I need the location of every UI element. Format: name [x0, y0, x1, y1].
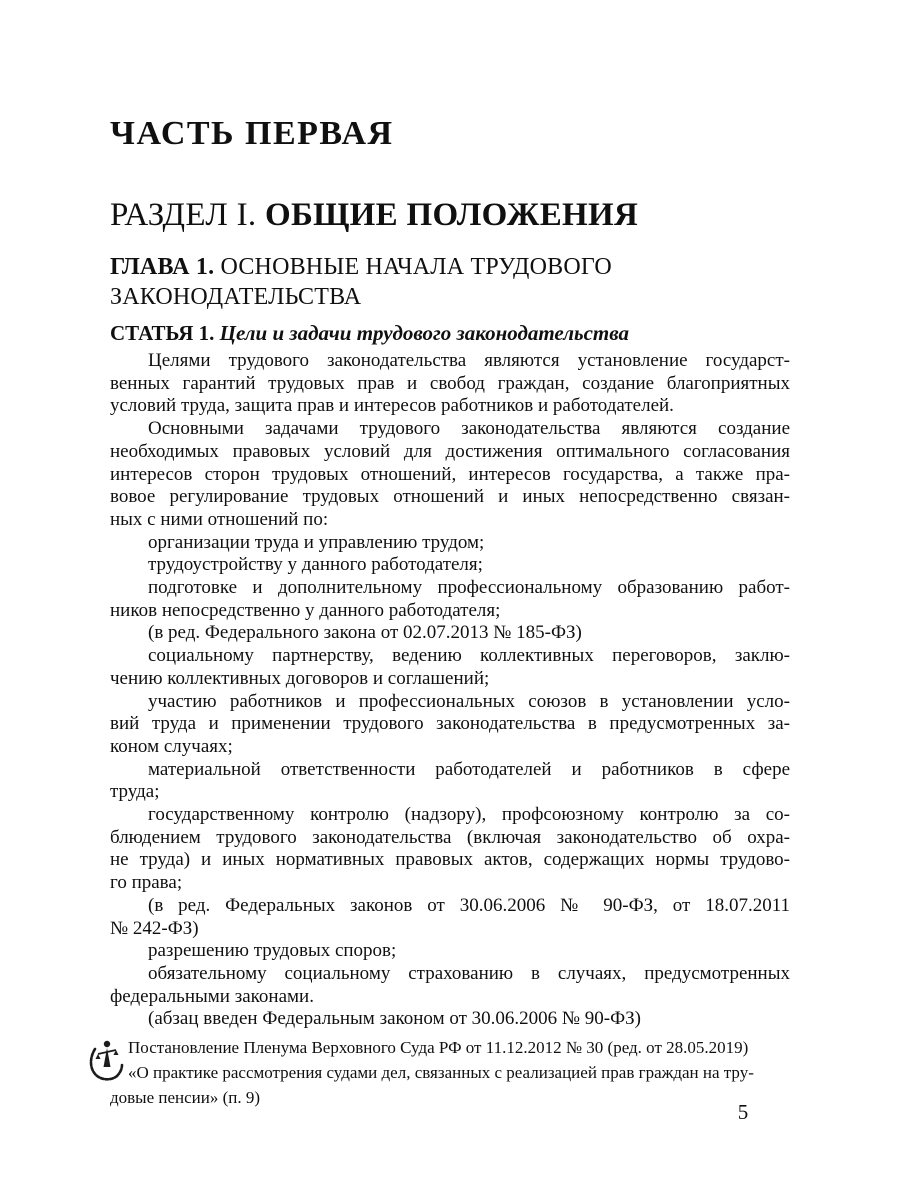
part-heading-text: ЧАСТЬ ПЕРВАЯ	[110, 115, 394, 152]
text-line: венных гарантий трудовых прав и свобод граждан, создание благоприятных	[110, 372, 790, 394]
part-heading	[110, 116, 790, 152]
paragraph	[110, 350, 790, 418]
text-line: Основными задачами трудового законодательства являются создание	[148, 418, 790, 440]
text-line: участию работников и профессиональных союзов в установлении усло-	[148, 690, 790, 712]
text-line: государственному контролю (надзору), профсоюзному контролю за со-	[148, 804, 790, 826]
paragraph	[110, 532, 790, 555]
page-content	[110, 116, 790, 1110]
paragraph	[110, 759, 790, 804]
chapter-title-line1: ОСНОВНЫЕ НАЧАЛА ТРУДОВОГО	[220, 254, 612, 280]
paragraph	[110, 577, 790, 622]
text-line: № 242-ФЗ)	[110, 917, 199, 939]
article-title: Цели и задачи трудового законодательства	[219, 321, 629, 345]
chapter-number: ГЛАВА 1.	[110, 254, 221, 280]
paragraph	[110, 940, 790, 963]
text-line: чению коллективных договоров и соглашений;	[110, 667, 490, 689]
text-line: интересов сторон трудовых отношений, интересов государства, а также пра-	[110, 463, 790, 485]
article-number: СТАТЬЯ 1.	[110, 321, 220, 345]
footnote-line: Постановление Пленума Верховного Суда РФ от 11.12.2012 № 30 (ред. от 28.05.2019)	[128, 1038, 749, 1058]
text-line: разрешению трудовых споров;	[148, 940, 397, 962]
text-line: подготовке и дополнительному профессиональному образованию работ-	[148, 577, 790, 599]
paragraph	[110, 554, 790, 577]
section-heading	[110, 198, 790, 232]
text-line: социальному партнерству, ведению коллективных переговоров, заклю-	[148, 645, 790, 667]
text-line: вовое регулирование трудовых отношений и иных непосредственно связан-	[110, 486, 790, 508]
chapter-heading	[110, 252, 790, 312]
text-line: обязательному социальному страхованию в случаях, предусмотренных	[148, 962, 790, 984]
paragraph	[110, 804, 790, 895]
text-line: блюдением трудового законодательства (включая законодательство об охра-	[110, 826, 790, 848]
footnote-text	[110, 1035, 790, 1110]
paragraph	[110, 1008, 790, 1031]
article-heading	[110, 320, 790, 346]
text-line: ных с ними отношений по:	[110, 508, 329, 530]
paragraph	[110, 691, 790, 759]
footnote-line: довые пенсии» (п. 9)	[110, 1088, 261, 1108]
chapter-title-line2: ЗАКОНОДАТЕЛЬСТВА	[110, 284, 362, 310]
text-line: го права;	[110, 872, 183, 894]
text-line: условий труда, защита прав и интересов работников и работодателей.	[110, 395, 674, 417]
section-title: ОБЩИЕ ПОЛОЖЕНИЯ	[265, 197, 639, 233]
text-line: Целями трудового законодательства являются установление государст-	[148, 350, 790, 371]
article-body	[110, 350, 790, 1031]
text-line: (в ред. Федерального закона от 02.07.2013 № 185-ФЗ)	[148, 622, 582, 644]
paragraph	[110, 645, 790, 690]
text-line: коном случаях;	[110, 735, 233, 757]
text-line: трудоустройству у данного работодателя;	[148, 554, 483, 576]
text-line: труда;	[110, 781, 160, 803]
footnote	[110, 1035, 790, 1110]
text-line: вий труда и применении трудового законодательства в предусмотренных за-	[110, 713, 790, 735]
paragraph	[110, 622, 790, 645]
text-line: федеральными законами.	[110, 985, 314, 1007]
text-line: организации труда и управлению трудом;	[148, 531, 485, 553]
text-line: не труда) и иных нормативных правовых актов, содержащих нормы трудово-	[110, 849, 790, 871]
paragraph	[110, 895, 790, 940]
text-line: (в ред. Федеральных законов от 30.06.2006 № 90-ФЗ, от 18.07.2011	[148, 894, 790, 916]
scales-of-justice-icon	[86, 1037, 126, 1083]
text-line: необходимых правовых условий для достижения оптимального согласования	[110, 440, 790, 462]
text-line: ников непосредственно у данного работодателя;	[110, 599, 501, 621]
paragraph	[110, 418, 790, 532]
page-number: 5	[737, 1100, 749, 1124]
footnote-line: «О практике рассмотрения судами дел, связанных с реализацией прав граждан на тру-	[128, 1063, 754, 1083]
text-line: материальной ответственности работодателей и работников в сфере	[148, 758, 790, 780]
section-number: РАЗДЕЛ I.	[110, 197, 266, 233]
text-line: (абзац введен Федеральным законом от 30.06.2006 № 90-ФЗ)	[148, 1008, 641, 1030]
paragraph	[110, 963, 790, 1008]
